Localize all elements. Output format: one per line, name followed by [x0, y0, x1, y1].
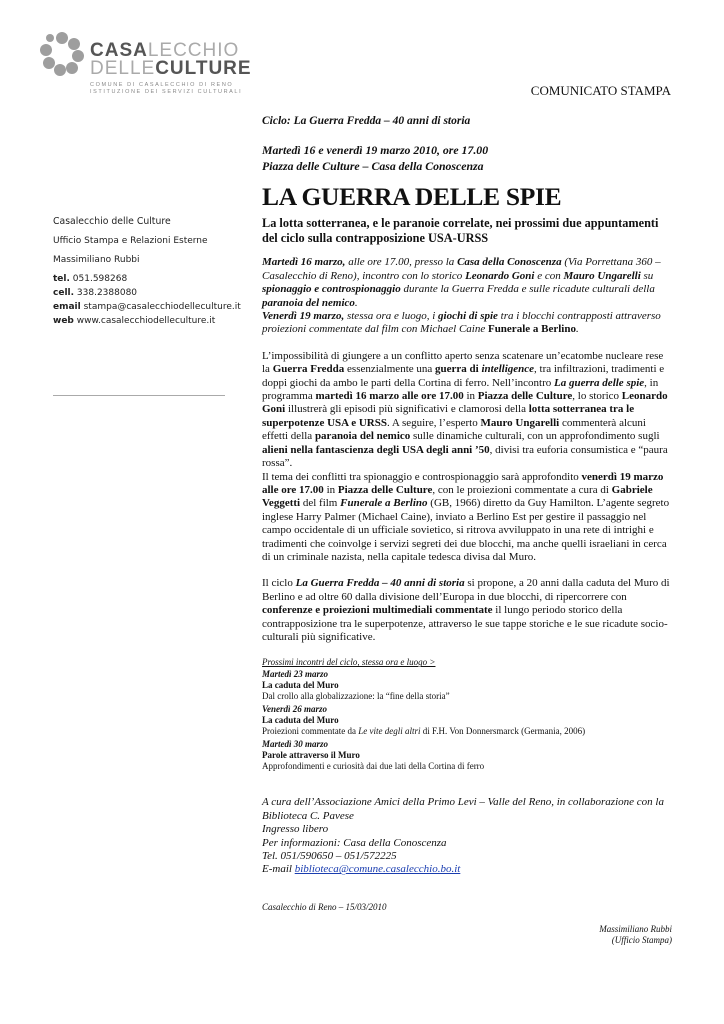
- event-dates: Martedì 16 e venerdì 19 marzo 2010, ore 17.00: [262, 143, 489, 158]
- intro-paragraph: Martedì 16 marzo, alle ore 17.00, presso la Casa della Conoscenza (Via Porrettana 360 – Casalecchio di Reno), incontro con lo storico Leonardo Goni e con Mauro Ungarelli su spionaggio e controspionaggio durante la Guerra Fredda e sulle ricadute culturali della paranoia del nemico. Venerdì 19 marzo, stessa ora e luogo, i giochi di spie tra i blocchi contrapposti attraverso proiezioni commentate dal film con Michael Caine Funerale a Berlino.: [262, 256, 661, 336]
- info-contact: Per informazioni: Casa della Conoscenza: [262, 836, 447, 849]
- cell-line: cell. 338.2388080: [53, 288, 138, 298]
- entry-info: Ingresso libero: [262, 823, 329, 836]
- sidebar-contacts: [53, 216, 243, 330]
- email-contact: E-mail biblioteca@comune.casalecchio.bo.it: [262, 863, 461, 876]
- event-description: Approfondimenti e curiosità dai due lati della Cortina di ferro: [262, 761, 485, 772]
- contact-person: Massimiliano Rubbi: [53, 255, 140, 265]
- event-date: Venerdì 26 marzo: [262, 704, 328, 715]
- place-date: Casalecchio di Reno – 15/03/2010: [262, 901, 387, 912]
- logo: [40, 32, 252, 102]
- tel-line: tel. 051.598268: [53, 274, 128, 284]
- signature-name: Massimiliano Rubbi: [599, 924, 672, 935]
- press-release-label: COMUNICATO STAMPA: [530, 83, 671, 98]
- logo-subtitle-2: ISTITUZIONE DEI SERVIZI CULTURALI: [90, 89, 243, 95]
- email-line[interactable]: email stampa@casalecchiodelleculture.it: [53, 302, 241, 312]
- office-name: Ufficio Stampa e Relazioni Esterne: [53, 236, 208, 246]
- event-description: Dal crollo alla globalizzazione: la “fine della storia”: [262, 691, 450, 702]
- logo-flower-icon: [40, 32, 84, 76]
- signature-role: (Ufficio Stampa): [611, 935, 672, 946]
- event-title: La caduta del Muro: [262, 715, 339, 726]
- event-item: [262, 739, 672, 772]
- sidebar-divider: [53, 395, 225, 396]
- logo-wordmark-line1: CASALECCHIO: [90, 40, 240, 61]
- subheadline: La lotta sotterranea, e le paranoie correlate, nei prossimi due appuntamenti del ciclo sulla contrapposizione USA-URSS: [262, 216, 659, 246]
- headline: LA GUERRA DELLE SPIE: [262, 182, 562, 212]
- event-description: Proiezioni commentate da Le vite degli altri di F.H. Von Donnersmarck (Germania, 2006): [262, 726, 586, 737]
- body-paragraph-2: Il ciclo La Guerra Fredda – 40 anni di storia si propone, a 20 anni dalla caduta del Muro di Berlino e ad oltre 60 dalla divisione dell’Europa in due blocchi, di ripercorrere con conferenze e proiezioni multimediali commentate il lungo periodo storico della contrapposizione tra le superpotenze, attraverso le sue tappe storiche e le sue ricadute socio-culturali più significative.: [262, 577, 670, 643]
- body-paragraph-1: L’impossibilità di giungere a un conflitto aperto senza scatenare un’ecatombe nucleare rese la Guerra Fredda essenzialmente una guerra di intelligence, tra infiltrazioni, tradimenti e doppi giochi da ambo le parti della Cortina di ferro. Nell’incontro La guerra delle spie, in programma martedì 16 marzo alle ore 17.00 in Piazza delle Culture, lo storico Leonardo Goni illustrerà gli episodi più significativi e clamorosi della lotta sotterranea tra le superpotenze USA e URSS. A seguire, l’esperto Mauro Ungarelli commenterà alcuni effetti della paranoia del nemico sulle dinamiche culturali, con un approfondimento sugli alieni nella fantascienza degli USA degli anni ’50, divisi tra euforia consumistica e “paura rossa”. Il tema dei conflitti tra spionaggio e controspionaggio sarà approfondito venerdì 19 marzo alle ore 17.00 in Piazza delle Culture, con le proiezioni commentate a cura di Gabriele Veggetti del film Funerale a Berlino (GB, 1966) diretto da Guy Hamilton. L’agente segreto inglese Harry Palmer (Michael Caine), inviato a Berlino Est per gestire il passaggio nel campo occidentale di un ufficiale sovietico, si ritrova avviluppato in una rete di intrighi e tradimenti che coinvolge i servizi segreti dei due blocchi, ma anche quelli israeliani in cerca di un criminale nazista, nella capitale tedesca divisa dal Muro.: [262, 349, 670, 563]
- logo-wordmark-line2: DELLECULTURE: [90, 58, 252, 79]
- logo-subtitle-1: COMUNE DI CASALECCHIO DI RENO: [90, 82, 234, 88]
- org-name: Casalecchio delle Culture: [53, 216, 171, 227]
- event-date: Martedì 30 marzo: [262, 739, 329, 750]
- organizer-credit: A cura dell’Associazione Amici della Primo Levi – Valle del Reno, in collaborazione con la Biblioteca C. Pavese: [262, 796, 664, 822]
- organizer-info: [262, 796, 672, 876]
- phone-numbers: Tel. 051/590650 – 051/572225: [262, 850, 397, 862]
- event-date: Martedì 23 marzo: [262, 669, 329, 680]
- web-line[interactable]: web www.casalecchiodelleculture.it: [53, 316, 216, 326]
- signature: [262, 924, 672, 946]
- event-venue: Piazza delle Culture – Casa della Conoscenza: [262, 159, 484, 174]
- event-title: Parole attraverso il Muro: [262, 750, 360, 761]
- series-title: Ciclo: La Guerra Fredda – 40 anni di storia: [262, 115, 471, 127]
- email-link[interactable]: biblioteca@comune.casalecchio.bo.it: [294, 863, 461, 876]
- upcoming-events-heading[interactable]: Prossimi incontri del ciclo, stessa ora e luogo >: [262, 657, 436, 668]
- event-item: [262, 704, 672, 737]
- event-item: [262, 669, 672, 702]
- event-title: La caduta del Muro: [262, 680, 339, 691]
- main-column: [262, 115, 672, 946]
